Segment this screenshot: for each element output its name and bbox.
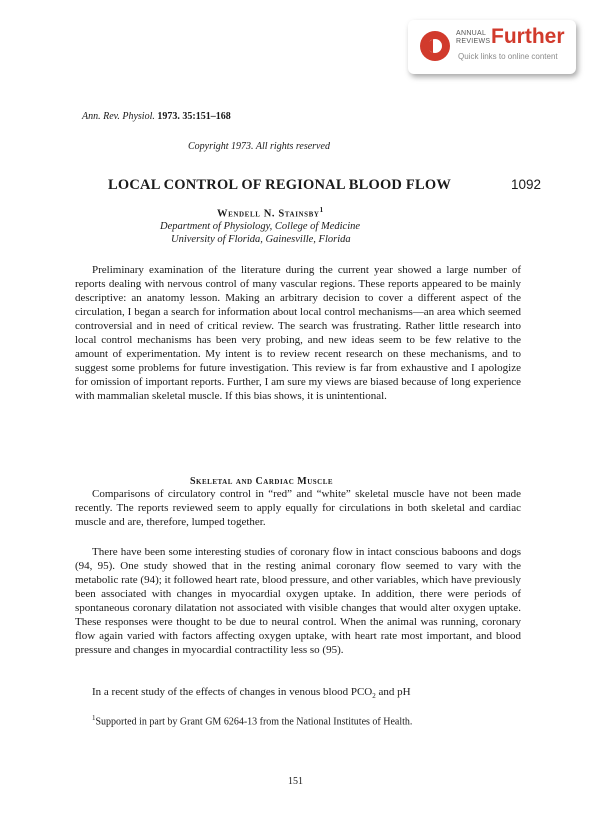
article-number: 1092 [511,177,542,192]
journal-name: Ann. Rev. Physiol. [82,111,155,122]
author-department: Department of Physiology, College of Medicine [160,221,361,232]
author-footnote-mark: 1 [319,206,324,214]
body-paragraph-1: Comparisons of circulatory control in “red” and “white” skeletal muscle have not been made recently. The reports reviewed seem to apply equally for circulations in both skeletal and cardiac muscle and are, therefore, lumped together. [75,488,521,529]
badge-annual-label: ANNUAL [456,30,487,37]
para3-subscript: 2 [372,692,376,701]
annual-reviews-further-badge[interactable] [408,20,576,74]
footnote-text: Supported in part by Grant GM 6264-13 from the National Institutes of Health. [95,716,413,728]
author-university: University of Florida, Gainesville, Florida [171,234,351,245]
author-name [217,206,324,220]
article-title: LOCAL CONTROL OF REGIONAL BLOOD FLOW [108,177,452,193]
para3-start: In a recent study of the effects of changes in venous blood P [92,686,357,698]
arrow-left-icon [423,39,433,53]
footnote [75,711,521,729]
intro-paragraph: Preliminary examination of the literature during the current year showed a large number of reports dealing with nervous control of many vascular regions. These reports appeared to be mainly descriptive: an anatomy lesson. Making an arbitrary decision to cover a different aspect of the circulation, I began a search for information about local control mechanisms—an area which seemed controversial and in need of critical review. The search was frustrating. Rather little research into local control mechanisms has been very probing, and new ideas seem to be few relative to the amount of experimentation. My intent is to review recent research on these mechanisms, and to suggest some problems for future investigation. This review is far from exhaustive and I apologize for omission of important reports. Further, I am sure my views are biased because of long experience with mammalian skeletal muscle. If this bias shows, it is unintentional. [75,264,521,403]
page-number: 151 [288,776,303,787]
footnote-mark: 1 [92,714,96,722]
journal-citation [82,111,231,122]
body-paragraph-2: There have been some interesting studies of coronary flow in intact conscious baboons and dogs (94, 95). One study showed that in the resting animal coronary flow seemed to vary with the metabolic rate (94); it followed heart rate, blood pressure, and other variables, which have previously been associated with changes in myocardial oxygen uptake. In addition, there were periods of spontaneous coronary dilatation not associated with visible changes that would alter oxygen uptake. These responses were thought to be due to neural control. When the animal was running, coronary flow again varied with factors affecting oxygen uptake, with heart rate most important, and blood pressure and changes in myocardial contractility less so (95). [75,546,521,657]
para3-co: CO [356,686,373,698]
badge-reviews-label: REVIEWS [456,38,491,45]
badge-further-label: Further [491,25,565,48]
badge-subtitle: Quick links to online content [458,52,558,61]
journal-year: 1973. [157,111,180,122]
journal-volume-pages: 35:151–168 [182,111,231,122]
para3-end: and pH [375,686,411,698]
copyright-notice: Copyright 1973. All rights reserved [188,141,330,152]
section-heading: Skeletal and Cardiac Muscle [190,476,334,487]
body-paragraph-3 [75,685,521,703]
author-name-text: Wendell N. Stainsby [217,208,320,220]
